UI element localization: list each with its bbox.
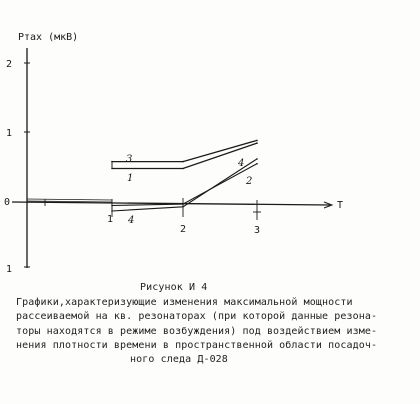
series-point-3-1 [182, 161, 184, 163]
y-tick-label-1: 1 [6, 128, 13, 139]
series-point-1-2 [256, 142, 258, 144]
x-tick-label-2: 2 [180, 224, 187, 235]
caption-line-2: рассеиваемой на кв. резонаторах (при которой данные резона- [16, 311, 378, 322]
y-tick-label-neg1: 1 [6, 264, 13, 275]
y-tick-label-2: 2 [6, 59, 13, 70]
caption-line-3: торы находятся в режиме возбуждения) под воздействием изме- [16, 326, 378, 337]
curve-label-4-upper: 4 [238, 158, 245, 169]
series-line-2 [112, 164, 257, 206]
series-point-2-2 [256, 163, 258, 165]
caption-title: Рисунок И 4 [140, 282, 208, 293]
y-axis-label: Ртах (мкВ) [18, 32, 79, 43]
series-point-1-1 [182, 168, 184, 170]
caption-line-5: ного следа Д-028 [130, 354, 228, 365]
chart-axes [12, 48, 332, 268]
caption-line-1: Графики,характеризующие изменения максимальной мощности [16, 297, 353, 308]
curve-label-2: 2 [246, 176, 253, 187]
x-axis-label: Т [337, 200, 344, 211]
series-point-4-1-b [182, 206, 184, 208]
y-tick-label-0: 0 [4, 197, 11, 208]
series-point-3-2 [256, 140, 258, 142]
caption-line-4: нения плотности времени в пространственной области посадоч- [16, 340, 378, 351]
series-point-4-2-b [256, 158, 258, 160]
x-tick-label-1: 1 [107, 214, 114, 225]
curve-label-3: 3 [126, 154, 133, 165]
series-point-2-1 [182, 203, 184, 205]
curve-label-1: 1 [127, 173, 134, 184]
x-tick-label-3: 3 [254, 225, 261, 236]
baseline-stub [27, 199, 112, 200]
curve-label-4-lower: 4 [128, 215, 135, 226]
